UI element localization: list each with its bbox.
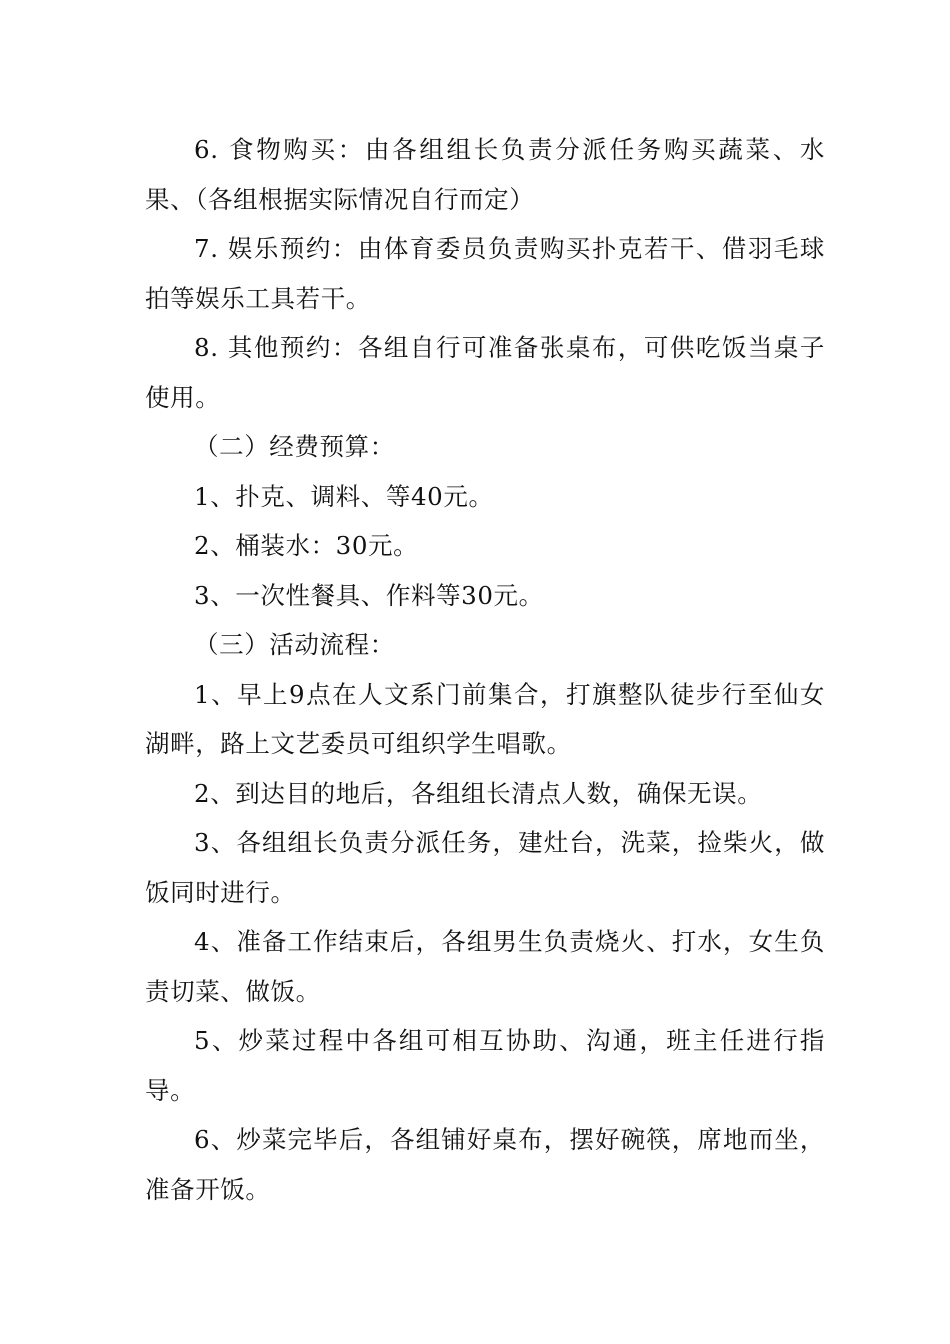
paragraph-entertainment-booking: 7. 娱乐预约：由体育委员负责购买扑克若干、借羽毛球拍等娱乐工具若干。 — [145, 234, 825, 313]
process-step-5: 5、炒菜过程中各组可相互协助、沟通，班主任进行指导。 — [145, 1026, 825, 1105]
process-step-2: 2、到达目的地后，各组组长清点人数，确保无误。 — [194, 778, 763, 808]
process-step-1: 1、早上9点在人文系门前集合，打旗整队徒步行至仙女湖畔，路上文艺委员可组织学生唱歌。 — [145, 679, 825, 758]
process-step-4: 4、准备工作结束后，各组男生负责烧火、打水，女生负责切菜、做饭。 — [145, 927, 825, 1006]
budget-item-2: 2、桶装水：30元。 — [194, 531, 419, 560]
process-step-3: 3、各组组长负责分派任务，建灶台，洗菜，捡柴火，做饭同时进行。 — [145, 828, 825, 907]
section-heading-budget: （二）经费预算： — [194, 432, 395, 461]
budget-item-3: 3、一次性餐具、作料等30元。 — [194, 580, 544, 610]
budget-item-1: 1、扑克、调料、等40元。 — [194, 481, 494, 511]
paragraph-food-purchase: 6. 食物购买：由各组组长负责分派任务购买蔬菜、水果、（各组根据实际情况自行而定） — [145, 135, 825, 214]
paragraph-other-booking: 8. 其他预约：各组自行可准备张桌布，可供吃饭当桌子使用。 — [145, 333, 825, 412]
section-heading-process: （三）活动流程： — [194, 630, 395, 659]
document-body — [145, 125, 825, 1214]
process-step-6: 6、炒菜完毕后，各组铺好桌布，摆好碗筷，席地而坐，准备开饭。 — [145, 1125, 825, 1204]
